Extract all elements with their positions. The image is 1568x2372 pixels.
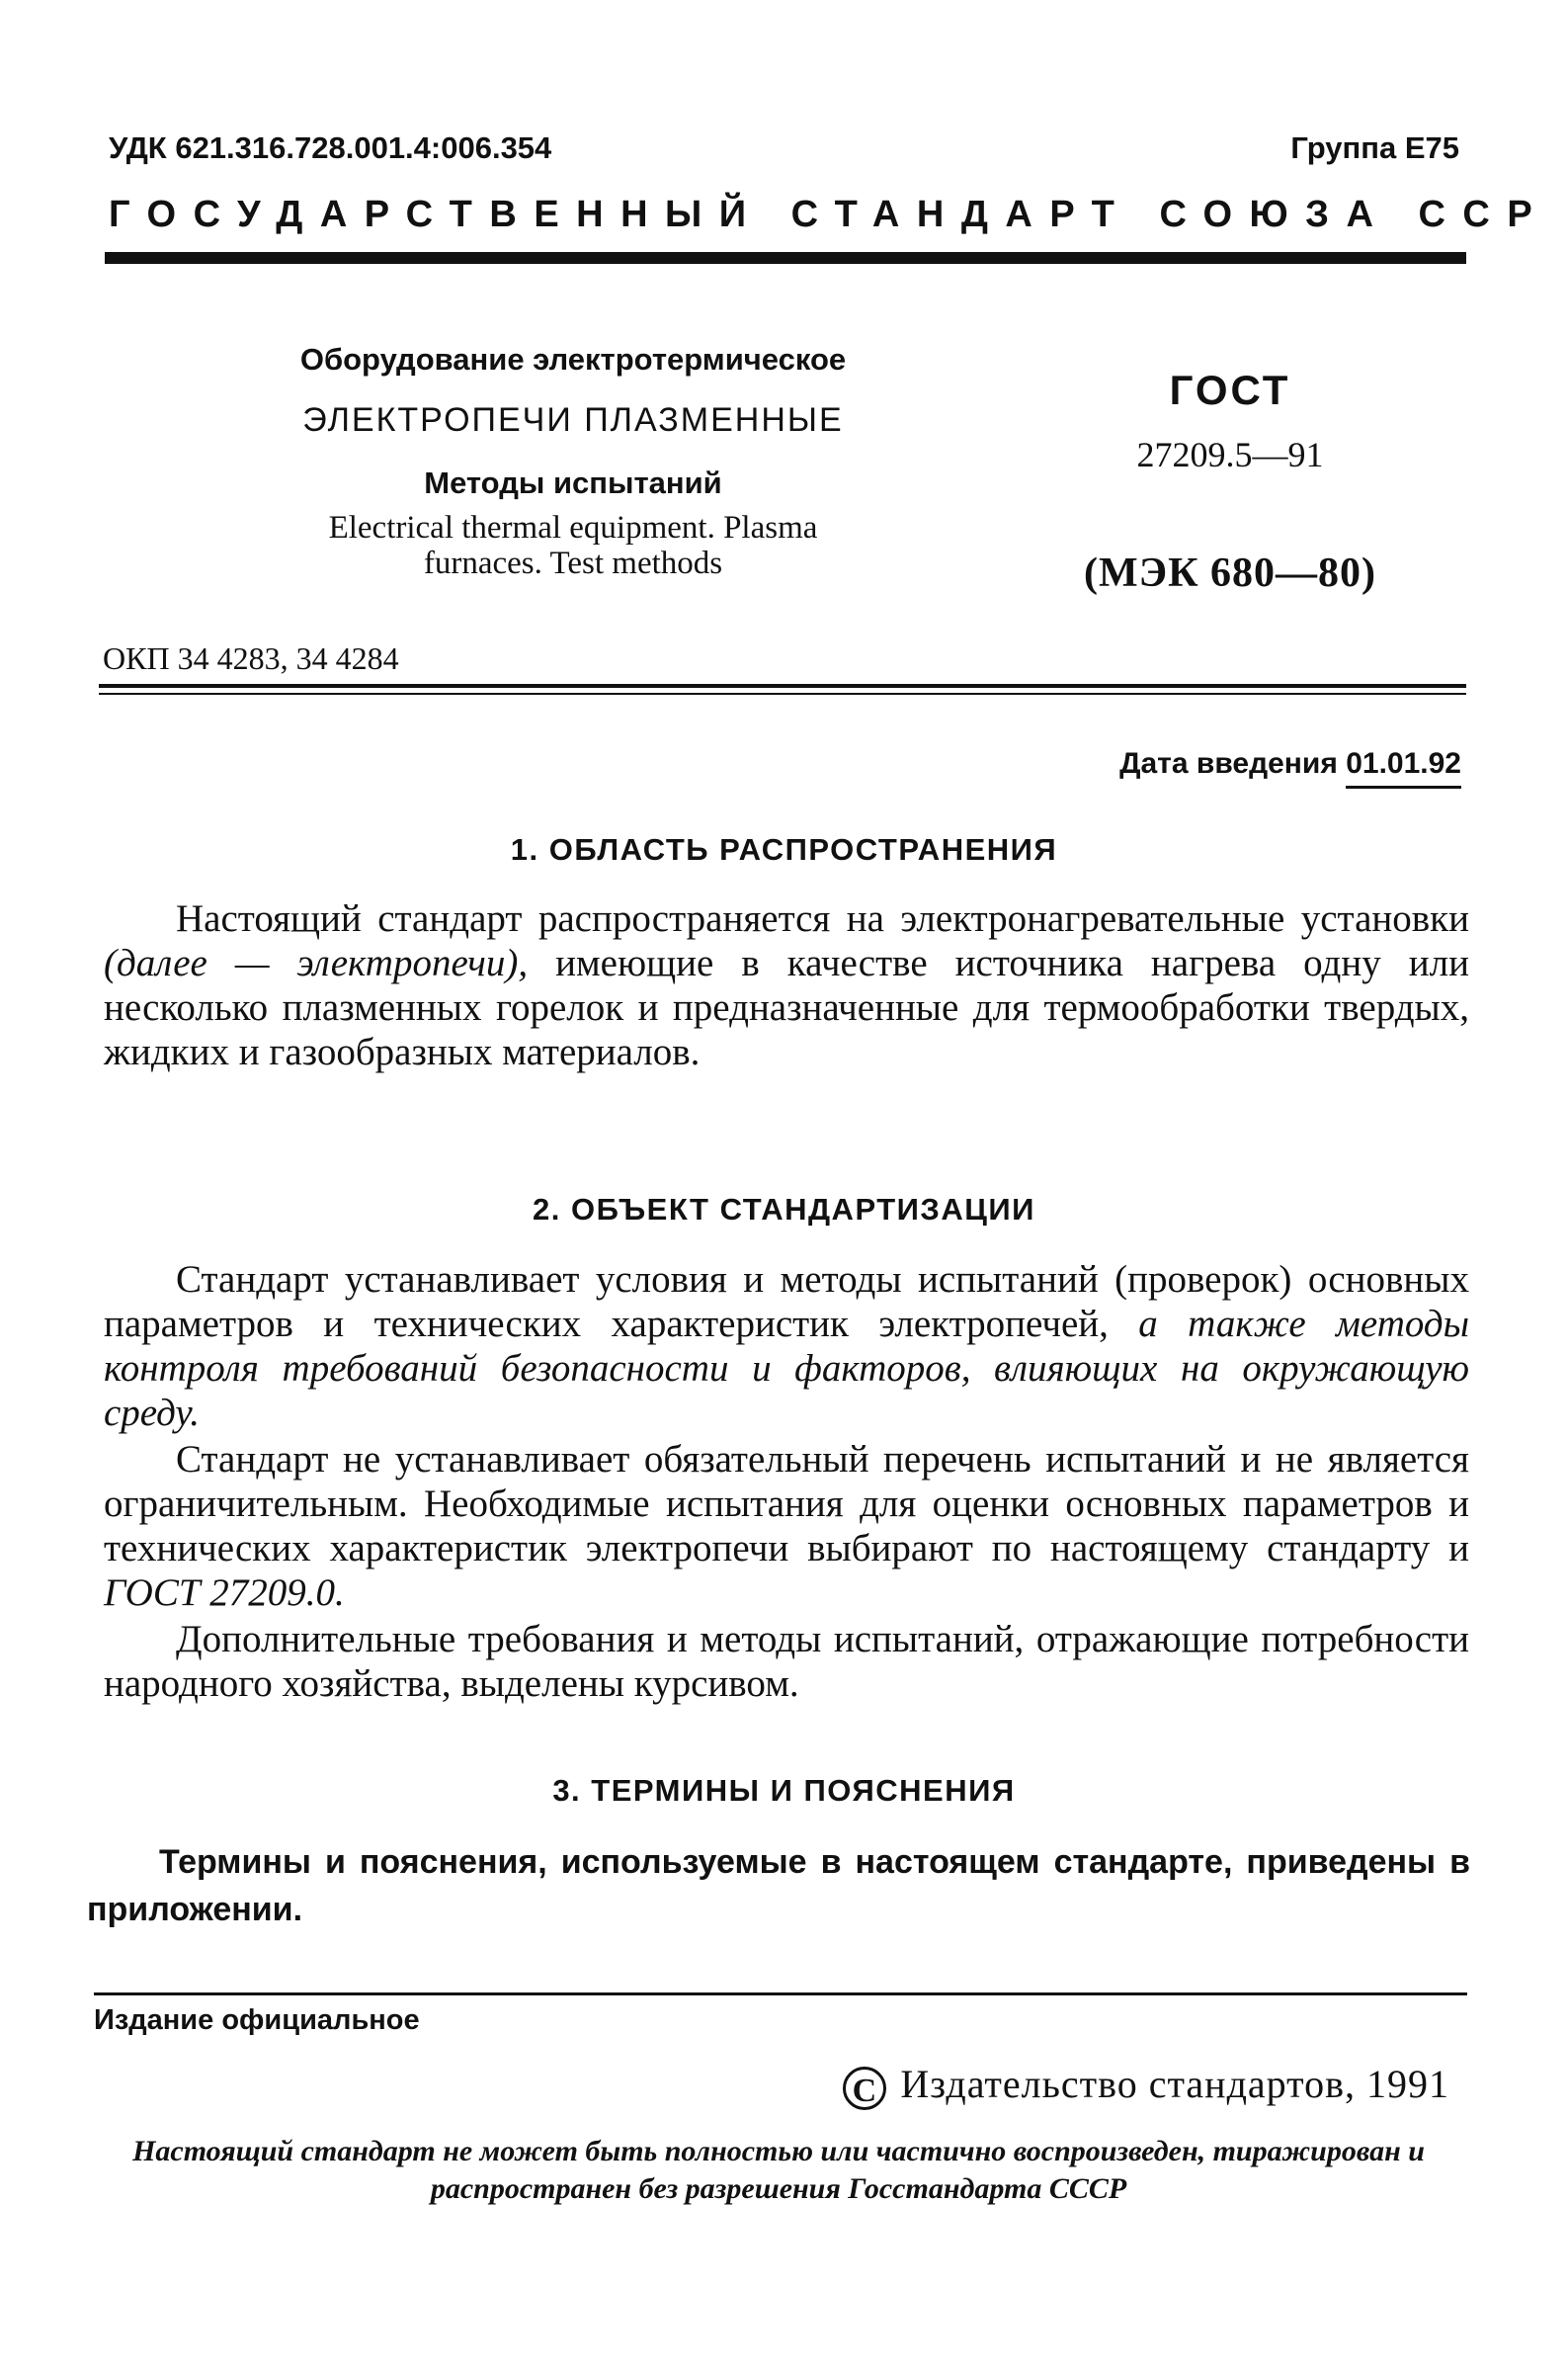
s1-text-b: имеющие в качестве источника нагрева одну или несколько плазменных горелок и предназначенные для термообработки твердых, жидких и газообразных материалов. (104, 942, 1469, 1073)
introduction-date (1119, 747, 1461, 781)
copyright-line (843, 2061, 1449, 2110)
copyright-text: Издательство стандартов, 1991 (900, 2062, 1449, 2106)
s2-p1-text: Стандарт устанавливает условия и методы испытаний (проверок) основных параметров и технических характеристик электропечей, (104, 1258, 1469, 1345)
title-block (198, 336, 949, 581)
section-2-paragraph-3: Дополнительные требования и методы испытаний, отражающие потребности народного хозяйства, выделены курсивом. (104, 1618, 1469, 1705)
english-title-line1: Electrical thermal equipment. Plasma (328, 510, 818, 546)
english-title-line2: furnaces. Test methods (423, 546, 723, 581)
copyright-icon: C (843, 2067, 886, 2110)
s1-text-a: Настоящий стандарт распространяется на электронагревательные установки (176, 897, 1469, 940)
reproduction-notice: Настоящий стандарт не может быть полностью или частично воспроизведен, тиражирован и распространен без разрешения Госстандарта СССР (132, 2135, 1425, 2205)
document-title: ЭЛЕКТРОПЕЧИ ПЛАЗМЕННЫЕ (302, 401, 844, 439)
header-rule (105, 252, 1466, 264)
group-code: Группа Е75 (1290, 130, 1459, 165)
equipment-type: Оборудование электротермическое (299, 342, 847, 377)
gost-block (1077, 356, 1383, 603)
okp-codes: ОКП 34 4283, 34 4284 (103, 640, 399, 676)
date-value: 01.01.92 (1346, 747, 1461, 789)
document-subtitle: Методы испытаний (424, 466, 722, 500)
s2-p1-italic: а также методы контроля требований безопасности и факторов, влияющих на окружающую среду. (104, 1303, 1470, 1434)
gost-number: 27209.5—91 (1136, 435, 1324, 474)
gost-label: ГОСТ (1169, 367, 1291, 413)
edition-label: Издание официальное (94, 2004, 420, 2036)
section-2-paragraph-2 (104, 1437, 1469, 1615)
state-standard-banner: ГОСУДАРСТВЕННЫЙ СТАНДАРТ СОЮЗА ССР (109, 194, 1550, 235)
date-label: Дата введения (1119, 747, 1338, 780)
section-2-paragraph-1 (104, 1257, 1469, 1435)
section-3-heading: 3. ТЕРМИНЫ И ПОЯСНЕНИЯ (552, 1773, 1016, 1808)
iec-reference: (МЭК 680—80) (1083, 551, 1377, 596)
separator-rule-thin (99, 693, 1466, 695)
separator-rule (99, 684, 1466, 688)
s2-p2-italic: ГОСТ 27209.0. (104, 1571, 345, 1614)
section-1-paragraph (104, 896, 1469, 1074)
footer-rule (94, 1992, 1467, 1995)
udk-code: УДК 621.316.728.001.4:006.354 (109, 130, 552, 165)
section-1-heading: 1. ОБЛАСТЬ РАСПРОСТРАНЕНИЯ (510, 832, 1058, 867)
section-3-paragraph: Термины и пояснения, используемые в настоящем стандарте, приведены в приложении. (87, 1843, 1470, 1928)
section-2-heading: 2. ОБЪЕКТ СТАНДАРТИЗАЦИИ (533, 1192, 1035, 1227)
s1-text-italic: (далее — электропечи), (104, 942, 529, 984)
s2-p2-text: Стандарт не устанавливает обязательный перечень испытаний и не является ограничительным. Необходимые испытания для оценки основных параметров и технических характеристик электропечи выбирают по настоящему стандарту и (104, 1438, 1469, 1569)
